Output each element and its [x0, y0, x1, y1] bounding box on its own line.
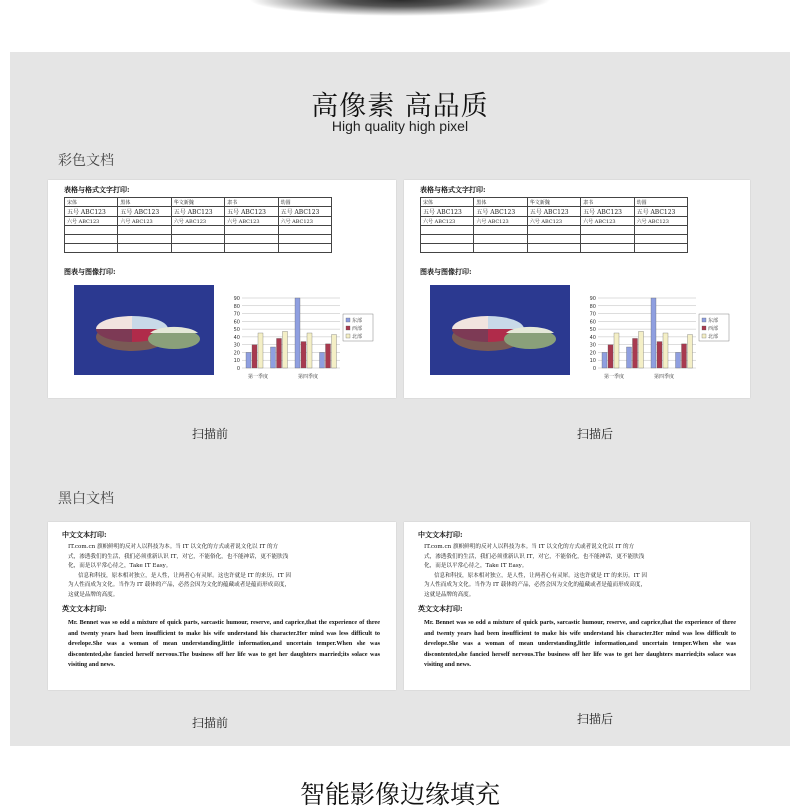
en-text: Mr. Bennet was so odd a mixture of quick parts, sarcastic humour, reserve, and caprice,that the experience of three and twenty years had been insufficient to make his wife understand his character.Her mind was less difficult to develope.She was a woman of mean understanding,little information,and uncertain temper.When she was discontented,she fancied herself nervous.The business off her life was to get her daughters married;its solace was visiting and news. — [424, 619, 736, 668]
cn-line: 化，而是以平常心待之，Take IT Easy。 — [424, 563, 528, 569]
pie-slice-1 — [452, 316, 488, 329]
y-tick-label: 10 — [589, 358, 596, 365]
bar — [246, 352, 251, 368]
en-text: Mr. Bennet was so odd a mixture of quick parts, sarcastic humour, reserve, and caprice,that the experience of three and twenty years had been insufficient to make his wife understand his character.Her mind was less difficult to develope.She was a woman of mean understanding,little information,and uncertain temper.When she was discontented,she fancied herself nervous.The business off her life was to get her daughters married;its solace was visiting and news. — [68, 619, 380, 668]
cn-line: 信息和科技，原本相对独立，是人性，让两者心有灵犀。这也许就是 IT 的来历。IT 因 — [78, 572, 291, 579]
legend-label: 东部 — [352, 318, 363, 324]
y-tick-label: 70 — [233, 311, 240, 318]
table-cell — [171, 235, 224, 244]
table-cell: 六号 ABC123 — [171, 217, 224, 226]
cn-line: 式，渗透我们的生活，我们必须重新认识 IT，对它，不能俗化，也不能神话，更不能肤浅 — [68, 553, 289, 560]
bar-chart-svg — [228, 290, 383, 390]
table-cell: 五号 ABC123 — [634, 207, 687, 217]
cn-line: 信息和科技，原本相对独立，是人性，让两者心有灵犀。这也许就是 IT 的来历。IT 因 — [434, 572, 647, 579]
table-cell — [278, 235, 331, 244]
table-cell: 六号 ABC123 — [118, 217, 171, 226]
cn-line: IT.com.cn 旗帜鲜明的反对人以科技为本。当 IT 以文化的方式或者说文化以 IT 的方 — [68, 544, 279, 550]
format-table — [64, 197, 332, 253]
table-cell: 五号 ABC123 — [581, 207, 634, 217]
en-paragraph — [424, 618, 736, 671]
bar — [258, 333, 263, 368]
table-cell: 宋体 — [421, 198, 474, 207]
bar — [283, 331, 288, 368]
legend-swatch — [346, 334, 350, 338]
bar — [633, 338, 638, 368]
table-cell — [527, 226, 580, 235]
bar — [602, 352, 607, 368]
color-doc-before — [48, 180, 396, 398]
y-tick-label: 90 — [233, 296, 240, 302]
bar — [271, 347, 276, 368]
y-tick-label: 20 — [589, 350, 596, 357]
y-tick-label: 40 — [233, 334, 240, 341]
bar — [277, 338, 282, 368]
legend-label: 西部 — [708, 326, 719, 332]
table-cell — [225, 226, 278, 235]
legend-swatch — [346, 326, 350, 330]
table-cell: 五号 ABC123 — [421, 207, 474, 217]
table-cell: 幼圆 — [278, 198, 331, 207]
table-cell — [118, 244, 171, 253]
cn-paragraph — [424, 543, 744, 600]
bar — [627, 347, 632, 368]
color-doc-after — [404, 180, 750, 398]
y-tick-label: 20 — [233, 350, 240, 357]
bar — [320, 352, 325, 368]
pie-chart-image — [74, 285, 214, 375]
cn-heading: 中文文本打印: — [62, 530, 107, 539]
table-cell: 五号 ABC123 — [118, 207, 171, 217]
bar-chart — [584, 290, 739, 390]
cn-paragraph — [68, 543, 388, 600]
y-tick-label: 0 — [236, 366, 240, 372]
y-tick-label: 80 — [589, 303, 596, 310]
table-row — [421, 207, 688, 217]
legend-label: 北部 — [708, 334, 719, 340]
pie-chart-svg — [74, 285, 214, 375]
bar — [682, 344, 687, 368]
table-cell — [65, 235, 118, 244]
table-heading: 表格与格式文字打印: — [420, 185, 486, 194]
table-row — [65, 244, 332, 253]
y-tick-label: 50 — [589, 327, 596, 334]
legend-swatch — [702, 318, 706, 322]
table-cell — [581, 226, 634, 235]
section-label-color: 彩色文档 — [58, 153, 114, 169]
cn-line: 化，而是以平常心待之，Take IT Easy。 — [68, 563, 172, 569]
bar — [252, 345, 257, 368]
table-cell — [225, 235, 278, 244]
cn-line: 式，渗透我们的生活，我们必须重新认识 IT，对它，不能俗化，也不能神话，更不能肤浅 — [424, 553, 645, 560]
table-cell: 宋体 — [65, 198, 118, 207]
page-title: 高像素 高品质 — [311, 91, 489, 122]
bar — [651, 298, 656, 368]
pie-slice-1 — [96, 316, 132, 329]
table-cell: 五号 ABC123 — [527, 207, 580, 217]
bar — [608, 345, 613, 368]
legend-label: 东部 — [708, 318, 719, 324]
table-cell: 隶书 — [581, 198, 634, 207]
chart-heading: 图表与图像打印: — [64, 267, 116, 276]
table-cell: 五号 ABC123 — [65, 207, 118, 217]
y-tick-label: 10 — [233, 358, 240, 365]
page-subtitle: High quality high pixel — [331, 118, 469, 134]
chart-heading: 图表与图像打印: — [420, 267, 472, 276]
table-cell — [527, 235, 580, 244]
bw-doc-before — [48, 522, 396, 690]
table-cell: 六号 ABC123 — [634, 217, 687, 226]
y-tick-label: 80 — [233, 303, 240, 310]
table-cell — [421, 244, 474, 253]
caption-color-after: 扫描后 — [576, 427, 613, 441]
table-cell: 幼圆 — [634, 198, 687, 207]
en-heading: 英文文本打印: — [418, 604, 463, 613]
table-cell — [474, 244, 527, 253]
cn-heading: 中文文本打印: — [418, 530, 463, 539]
cn-line: IT.com.cn 旗帜鲜明的反对人以科技为本。当 IT 以文化的方式或者说文化以 IT 的方 — [424, 544, 635, 550]
bar — [295, 298, 300, 368]
bar — [332, 335, 337, 368]
legend-label: 北部 — [352, 334, 363, 340]
bar — [688, 335, 693, 368]
table-cell: 五号 ABC123 — [474, 207, 527, 217]
table-cell — [118, 235, 171, 244]
pie-chart-image — [430, 285, 570, 375]
bar — [663, 333, 668, 368]
table-cell: 六号 ABC123 — [421, 217, 474, 226]
table-row — [421, 217, 688, 226]
table-cell — [581, 244, 634, 253]
bar — [301, 342, 306, 368]
y-tick-label: 30 — [233, 342, 240, 349]
y-tick-label: 60 — [589, 319, 596, 326]
table-row — [65, 207, 332, 217]
table-cell: 华文新魏 — [527, 198, 580, 207]
x-tick-label: 第四季度 — [298, 374, 319, 380]
bar — [614, 333, 619, 368]
legend-swatch — [702, 334, 706, 338]
table-cell: 六号 ABC123 — [581, 217, 634, 226]
cn-line: 为人性而成为文化。当作为 IT 载体的产品，必然会因为文化的蕴藏或者是蕴而形成高度， — [424, 582, 647, 588]
y-tick-label: 30 — [589, 342, 596, 349]
table-cell: 五号 ABC123 — [171, 207, 224, 217]
table-cell — [65, 226, 118, 235]
table-cell — [474, 226, 527, 235]
cn-line: 这就是品牌的高度。 — [68, 591, 119, 598]
table-cell — [474, 235, 527, 244]
en-heading: 英文文本打印: — [62, 604, 107, 613]
table-cell: 隶书 — [225, 198, 278, 207]
y-tick-label: 70 — [589, 311, 596, 318]
top-shadow — [0, 0, 800, 26]
x-tick-label: 第四季度 — [654, 374, 675, 380]
bar — [639, 331, 644, 368]
pie-chart-svg — [430, 285, 570, 375]
table-cell: 六号 ABC123 — [225, 217, 278, 226]
legend-label: 西部 — [352, 326, 363, 332]
table-cell — [225, 244, 278, 253]
table-cell: 黑体 — [118, 198, 171, 207]
table-cell: 六号 ABC123 — [65, 217, 118, 226]
table-cell — [634, 235, 687, 244]
bar-chart — [228, 290, 383, 390]
x-tick-label: 第一季度 — [248, 374, 269, 380]
table-cell — [634, 244, 687, 253]
table-cell: 黑体 — [474, 198, 527, 207]
pie-slice-2 — [132, 316, 168, 329]
table-cell: 五号 ABC123 — [278, 207, 331, 217]
table-cell — [278, 226, 331, 235]
table-cell — [421, 226, 474, 235]
table-cell: 五号 ABC123 — [225, 207, 278, 217]
y-tick-label: 40 — [589, 334, 596, 341]
table-row — [65, 226, 332, 235]
caption-color-before: 扫描前 — [191, 427, 228, 441]
bottom-title: 智能影像边缘填充 — [299, 780, 500, 809]
table-row — [421, 235, 688, 244]
table-cell — [171, 244, 224, 253]
pie-slice-2 — [488, 316, 524, 329]
table-row — [65, 198, 332, 207]
table-row — [421, 244, 688, 253]
table-cell — [581, 235, 634, 244]
table-cell: 六号 ABC123 — [278, 217, 331, 226]
bar — [307, 333, 312, 368]
section-label-bw: 黑白文档 — [58, 491, 114, 507]
cn-line: 为人性而成为文化。当作为 IT 载体的产品，必然会因为文化的蕴藏或者是蕴而形成高度， — [68, 582, 291, 588]
legend-swatch — [702, 326, 706, 330]
bar-chart-svg — [584, 290, 739, 390]
caption-bw-before: 扫描前 — [191, 716, 228, 730]
y-tick-label: 90 — [589, 296, 596, 302]
cn-line: 这就是品牌的高度。 — [424, 591, 475, 598]
table-row — [65, 217, 332, 226]
y-tick-label: 50 — [233, 327, 240, 334]
table-cell — [65, 244, 118, 253]
table-cell — [421, 235, 474, 244]
bar — [657, 342, 662, 368]
table-cell — [634, 226, 687, 235]
bar — [326, 344, 331, 368]
table-heading: 表格与格式文字打印: — [64, 185, 130, 194]
table-cell — [527, 244, 580, 253]
table-row — [421, 226, 688, 235]
table-cell — [171, 226, 224, 235]
y-tick-label: 60 — [233, 319, 240, 326]
en-paragraph — [68, 618, 380, 671]
format-table — [420, 197, 688, 253]
x-tick-label: 第一季度 — [604, 374, 625, 380]
caption-bw-after: 扫描后 — [576, 712, 613, 726]
table-cell: 华文新魏 — [171, 198, 224, 207]
bar — [676, 352, 681, 368]
table-cell: 六号 ABC123 — [474, 217, 527, 226]
table-row — [65, 235, 332, 244]
table-cell — [278, 244, 331, 253]
table-cell — [118, 226, 171, 235]
y-tick-label: 0 — [592, 366, 596, 372]
bw-doc-after — [404, 522, 750, 690]
legend-swatch — [346, 318, 350, 322]
table-cell: 六号 ABC123 — [527, 217, 580, 226]
table-row — [421, 198, 688, 207]
